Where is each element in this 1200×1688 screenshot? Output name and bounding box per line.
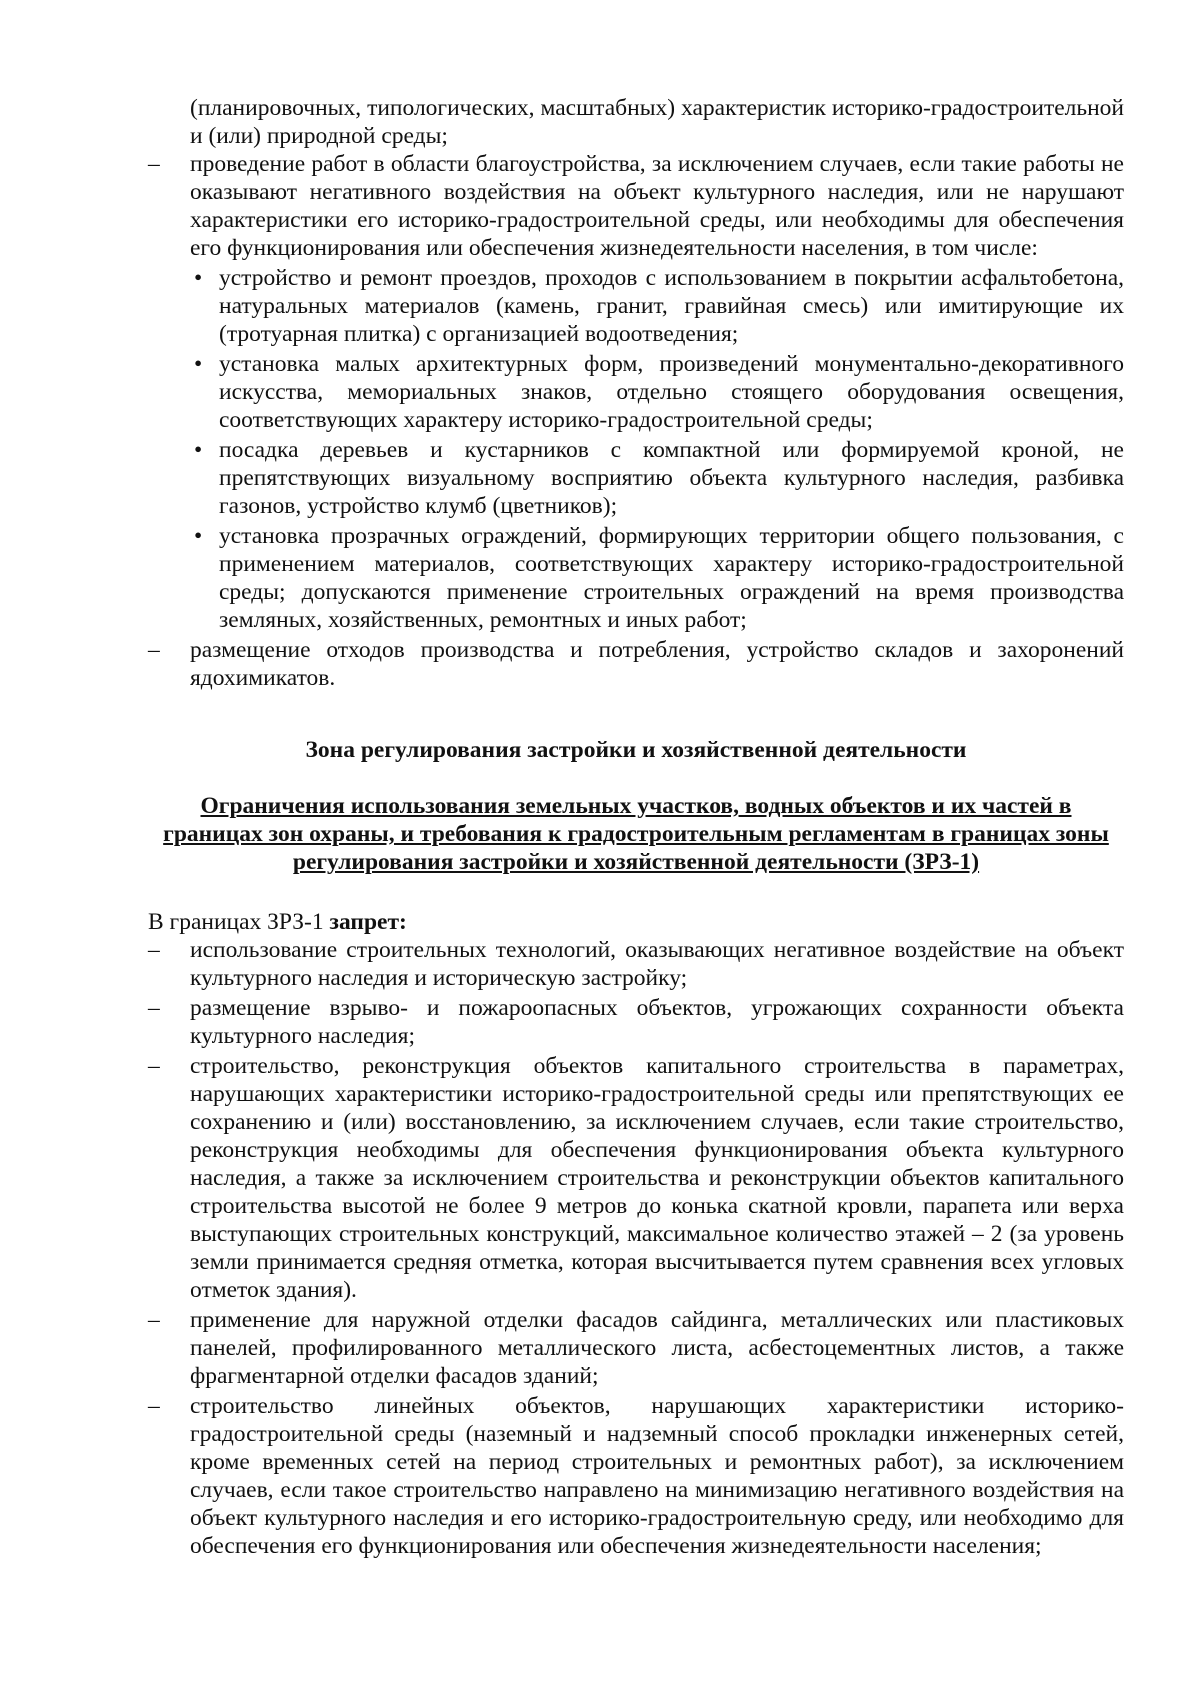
bullet-item bbox=[148, 264, 1124, 348]
continuation-text: (планировочных, типологических, масштабных) характеристик историко-градостроительной и (или) природной среды; bbox=[190, 95, 1124, 149]
bullet-item-text: установка прозрачных ограждений, формирующих территории общего пользования, с применением материалов, соответствующих характеру историко-градостроительной среды; допускаются применение строительных ограждений на время производства земляных, хозяйственных, ремонтных и иных работ; bbox=[219, 523, 1124, 633]
dash-marker: – bbox=[148, 151, 160, 177]
bullet-item-text: установка малых архитектурных форм, произведений монументально-декоративного искусства, мемориальных знаков, отдельно стоящего оборудования освещения, соответствующих характеру историко-градостроительной среды; bbox=[219, 351, 1124, 433]
list-item bbox=[148, 1392, 1124, 1560]
bullet-item bbox=[148, 350, 1124, 434]
zone-title: Зона регулирования застройки и хозяйственной деятельности bbox=[305, 737, 967, 763]
dash-marker: – bbox=[148, 1307, 160, 1333]
bullet-list bbox=[148, 264, 1124, 634]
intro-prefix: В границах ЗРЗ-1 bbox=[148, 909, 330, 935]
list-item bbox=[148, 936, 1124, 992]
bullet-item bbox=[148, 522, 1124, 634]
list-item-text: проведение работ в области благоустройства, за исключением случаев, если такие работы не оказывают негативного воздействия на объект культурного наследия, или не нарушают характеристики его историко-градостроительной среды, или необходимы для обеспечения его функционирования или обеспечения жизнедеятельности населения, в том числе: bbox=[190, 151, 1124, 261]
dash-marker: – bbox=[148, 1053, 160, 1079]
dash-marker: – bbox=[148, 1393, 160, 1419]
bullet-item bbox=[148, 436, 1124, 520]
list-item-text: строительство, реконструкция объектов капитального строительства в параметрах, нарушающих характеристики историко-градостроительной среды или препятствующих ее сохранению и (или) восстановлению, за исключением случаев, если такие строительство, реконструкция необходимы для обеспечения функционирования объекта культурного наследия, а также за исключением строительства и реконструкции объектов капитального строительства высотой не более 9 метров до конька скатной кровли, парапета или верха выступающих строительных конструкций, максимальное количество этажей – 2 (за уровень земли принимается средняя отметка, которая высчитывается путем сравнения всех угловых отметок здания). bbox=[190, 1053, 1124, 1303]
list-item bbox=[148, 636, 1124, 692]
list-item bbox=[148, 1052, 1124, 1304]
list-item-text: строительство линейных объектов, нарушающих характеристики историко-градостроительной среды (наземный и надземный способ прокладки инженерных сетей, кроме временных сетей на период строительных и ремонтных работ), за исключением случаев, если такое строительство направлено на минимизацию негативного воздействия на объект культурного наследия и его историко-градостроительную среду, или необходимо для обеспечения его функционирования или обеспечения жизнедеятельности населения; bbox=[190, 1393, 1124, 1559]
list-item-text: размещение отходов производства и потребления, устройство складов и захоронений ядохимикатов. bbox=[190, 637, 1124, 691]
list-item-text: размещение взрыво- и пожароопасных объектов, угрожающих сохранности объекта культурного наследия; bbox=[190, 995, 1124, 1049]
dash-marker: – bbox=[148, 637, 160, 663]
bullet-marker: • bbox=[194, 265, 203, 291]
bullet-marker: • bbox=[194, 351, 203, 377]
bullet-marker: • bbox=[194, 523, 203, 549]
dash-marker: – bbox=[148, 937, 160, 963]
bullet-item-text: устройство и ремонт проездов, проходов с использованием в покрытии асфальтобетона, натуральных материалов (камень, гранит, гравийная смесь) или имитирующие их (тротуарная плитка) с организацией водоотведения; bbox=[219, 265, 1124, 347]
list-item bbox=[148, 150, 1124, 262]
list-item bbox=[148, 994, 1124, 1050]
list-item bbox=[148, 1306, 1124, 1390]
bullet-item-text: посадка деревьев и кустарников с компактной или формируемой кроной, не препятствующих визуальному восприятию объекта культурного наследия, разбивка газонов, устройство клумб (цветников); bbox=[219, 437, 1124, 519]
page-content bbox=[148, 94, 1124, 1562]
list-item-text: использование строительных технологий, оказывающих негативное воздействие на объект культурного наследия и историческую застройку; bbox=[190, 937, 1124, 991]
restrictions-title: Ограничения использования земельных участков, водных объектов и их частей в границах зон охраны, и требования к градостроительным регламентам в границах зоны регулирования застройки и хозяйственной деятельности (ЗРЗ-1) bbox=[163, 793, 1109, 875]
list-item-text: применение для наружной отделки фасадов сайдинга, металлических или пластиковых панелей, профилированного металлического листа, асбестоцементных листов, а также фрагментарной отделки фасадов зданий; bbox=[190, 1307, 1124, 1389]
dash-marker: – bbox=[148, 995, 160, 1021]
intro-bold: запрет: bbox=[329, 909, 407, 935]
intro-line bbox=[148, 908, 1124, 936]
bullet-marker: • bbox=[194, 437, 203, 463]
